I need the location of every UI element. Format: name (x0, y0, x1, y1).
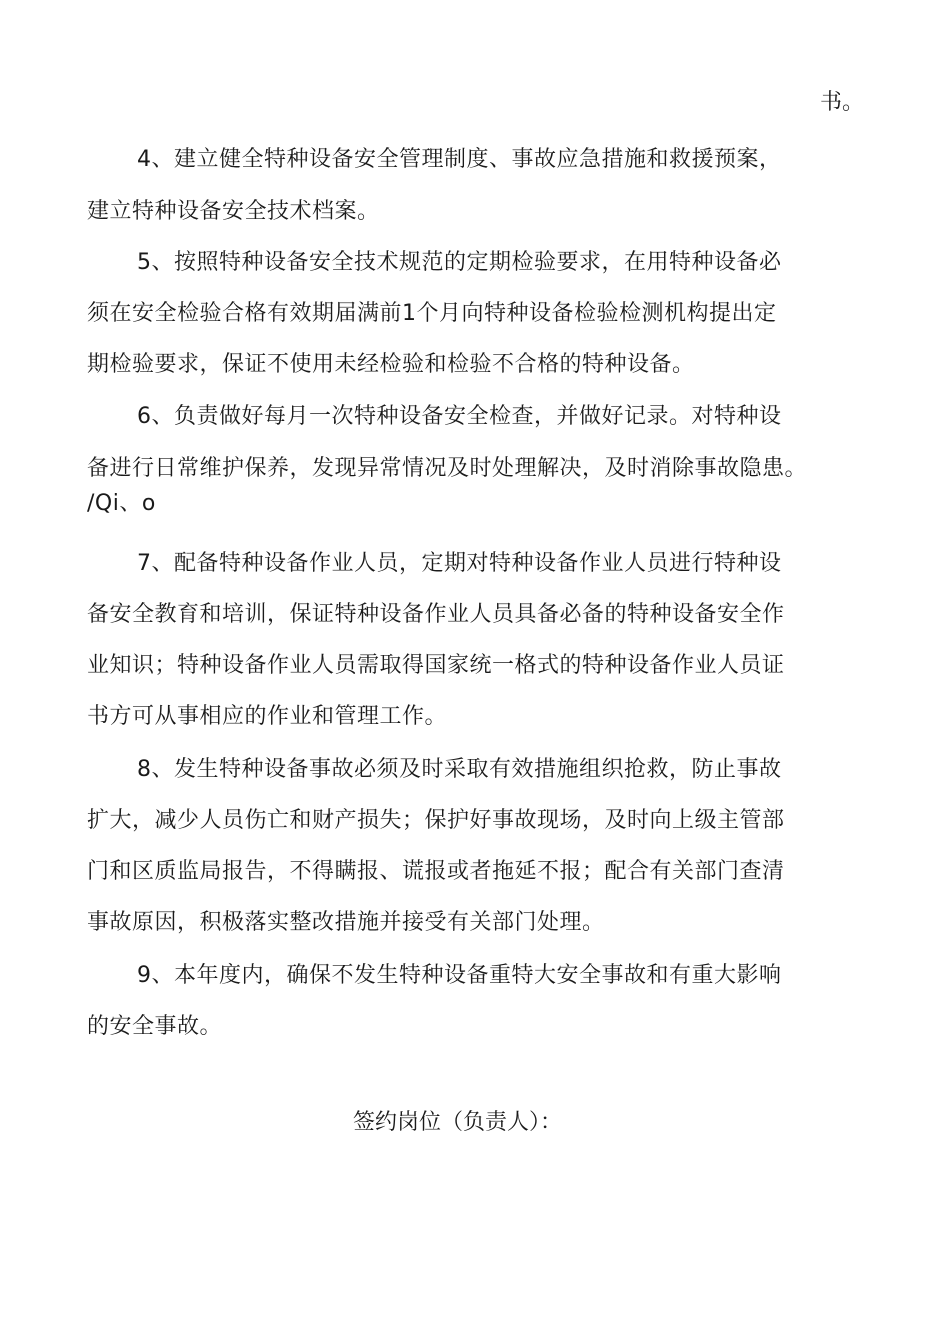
clause-4-line-2: 建立特种设备安全技术档案。 (87, 199, 380, 224)
clause-9-line-1: 9、本年度内，确保不发生特种设备重特大安全事故和有重大影响 (137, 963, 782, 988)
clause-7-line-3: 业知识；特种设备作业人员需取得国家统一格式的特种设备作业人员证 (87, 653, 785, 678)
clause-6-line-1: 6、负责做好每月一次特种设备安全检查，并做好记录。对特种设 (137, 404, 782, 429)
clause-5-line-1: 5、按照特种设备安全技术规范的定期检验要求，在用特种设备必 (137, 250, 782, 275)
clause-7-line-4: 书方可从事相应的作业和管理工作。 (87, 704, 448, 729)
clause-7-line-2: 备安全教育和培训，保证特种设备作业人员具备必备的特种设备安全作 (87, 602, 785, 627)
clause-6-line-2: 备进行日常维护保养，发现异常情况及时处理解决，及时消除事故隐患。 (87, 456, 808, 481)
continuation-fragment: 书。 (820, 90, 865, 115)
clause-5-line-2: 须在安全检验合格有效期届满前1个月向特种设备检验检测机构提出定 (87, 301, 777, 326)
clause-8-line-1: 8、发生特种设备事故必须及时采取有效措施组织抢救，防止事故 (137, 757, 782, 782)
clause-7-line-1: 7、配备特种设备作业人员，定期对特种设备作业人员进行特种设 (137, 551, 782, 576)
signature-label: 签约岗位（负责人）： (353, 1110, 563, 1135)
clause-5-line-3: 期检验要求，保证不使用未经检验和检验不合格的特种设备。 (87, 352, 695, 377)
clause-4-line-1: 4、建立健全特种设备安全管理制度、事故应急措施和救援预案， (137, 147, 782, 172)
clause-6-line-3: /Qi、o (87, 491, 156, 516)
clause-8-line-4: 事故原因，积极落实整改措施并接受有关部门处理。 (87, 910, 605, 935)
clause-9-line-2: 的安全事故。 (87, 1014, 223, 1039)
clause-8-line-3: 门和区质监局报告，不得瞒报、谎报或者拖延不报；配合有关部门查清 (87, 859, 785, 884)
clause-8-line-2: 扩大，减少人员伤亡和财产损失；保护好事故现场，及时向上级主管部 (87, 808, 785, 833)
